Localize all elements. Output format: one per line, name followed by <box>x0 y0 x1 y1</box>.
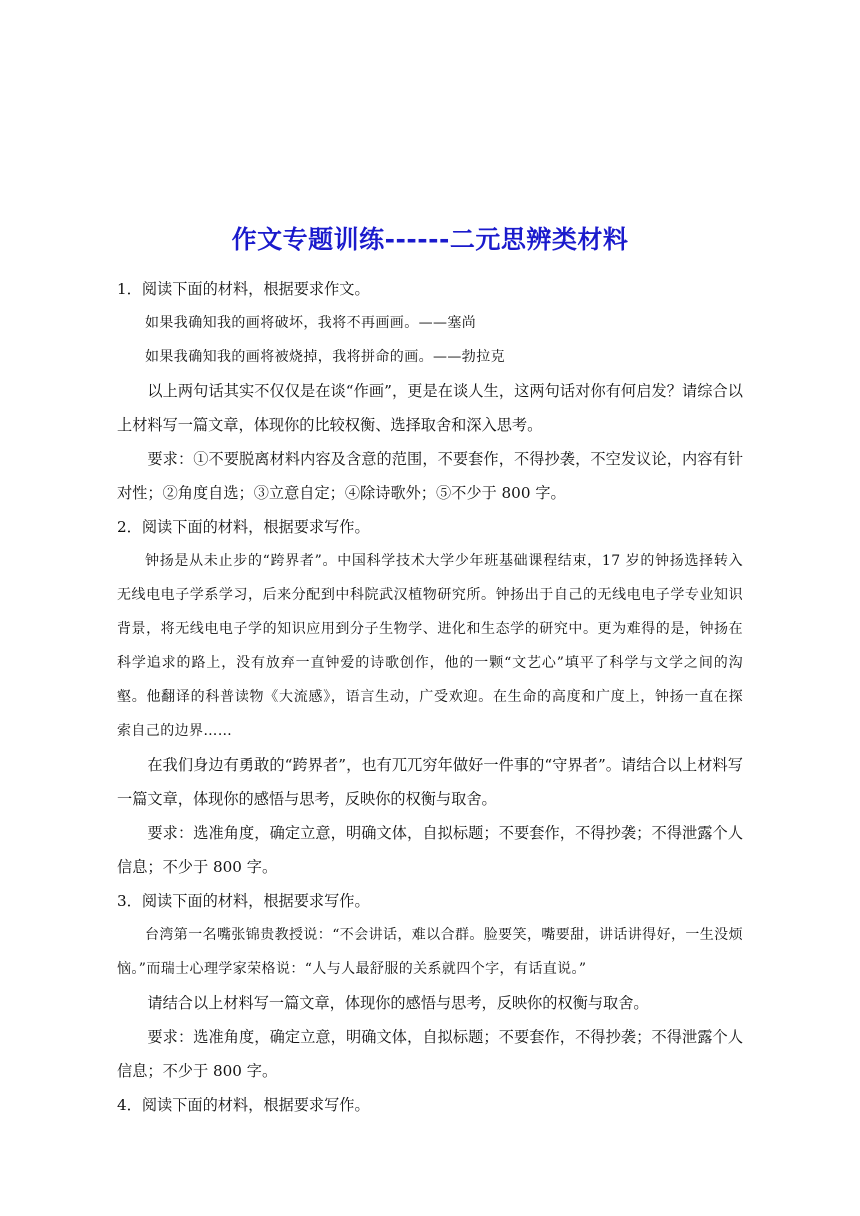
question-heading: 4．阅读下面的材料，根据要求写作。 <box>117 1096 370 1114</box>
quote-braque: 如果我确知我的画将被烧掉，我将拼命的画。——勃拉克 <box>145 349 505 365</box>
question-heading: 1．阅读下面的材料，根据要求作文。 <box>117 280 370 298</box>
question-4 <box>117 1088 743 1122</box>
page-title: 作文专题训练------二元思辨类材料 <box>231 225 629 254</box>
question-requirements: 要求：选准角度，确定立意，明确文体，自拟标题；不要套作，不得抄袭；不得泄露个人信息；不少于 800 字。 <box>117 1028 743 1080</box>
question-prompt: 请结合以上材料写一篇文章，体现你的感悟与思考，反映你的权衡与取舍。 <box>147 994 649 1012</box>
question-3 <box>117 884 743 1088</box>
question-requirements: 要求：选准角度，确定立意，明确文体，自拟标题；不要套作，不得抄袭；不得泄露个人信息；不少于 800 字。 <box>117 824 743 876</box>
quote-cezanne: 如果我确知我的画将破坏，我将不再画画。——塞尚 <box>145 315 477 331</box>
question-1 <box>117 272 743 510</box>
question-prompt: 在我们身边有勇敢的“跨界者”，也有兀兀穷年做好一件事的“守界者”。请结合以上材料写一篇文章，体现你的感悟与思考，反映你的权衡与取舍。 <box>117 756 743 808</box>
question-requirements: 要求：①不要脱离材料内容及含意的范围，不要套作，不得抄袭，不空发议论，内容有针对性；②角度自选；③立意自定；④除诗歌外；⑤不少于 800 字。 <box>117 450 743 502</box>
question-heading: 3．阅读下面的材料，根据要求写作。 <box>117 892 370 910</box>
question-material: 钟扬是从未止步的“跨界者”。中国科学技术大学少年班基础课程结束，17 岁的钟扬选择转入无线电电子学系学习，后来分配到中科院武汉植物研究所。钟扬出于自己的无线电电子学专业知识背景，将无线电电子学的知识应用到分子生物学、进化和生态学的研究中。更为难得的是，钟扬在科学追求的路上，没有放弃一直钟爱的诗歌创作，他的一颗“文艺心”填平了科学与文学之间的沟壑。他翻译的科普读物《大流感》，语言生动，广受欢迎。在生命的高度和广度上，钟扬一直在探索自己的边界…… <box>117 553 743 739</box>
document-body <box>117 272 743 1122</box>
question-2 <box>117 510 743 884</box>
question-prompt: 以上两句话其实不仅仅是在谈“作画”，更是在谈人生，这两句话对你有何启发？请综合以上材料写一篇文章，体现你的比较权衡、选择取舍和深入思考。 <box>117 382 743 434</box>
question-heading: 2．阅读下面的材料，根据要求写作。 <box>117 518 370 536</box>
question-material: 台湾第一名嘴张锦贵教授说：“不会讲话，难以合群。脸要笑，嘴要甜，讲话讲得好，一生没烦恼。”而瑞士心理学家荣格说：“人与人最舒服的关系就四个字，有话直说。” <box>117 927 743 977</box>
